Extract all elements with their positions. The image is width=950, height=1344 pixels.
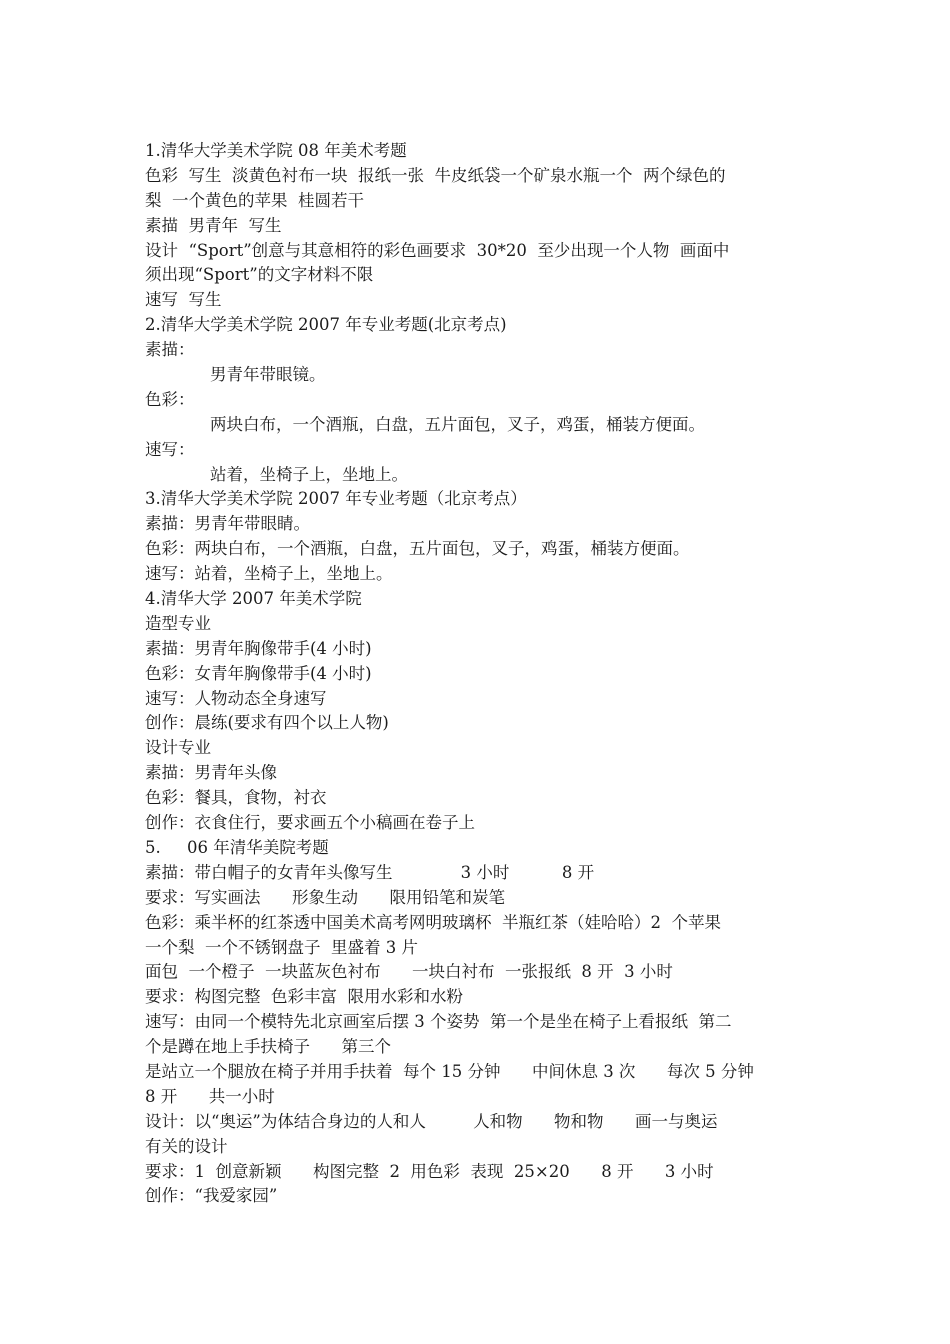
text-line: 创作：衣食住行，要求画五个小稿画在卷子上: [145, 813, 475, 833]
text-line: 素描：: [145, 340, 195, 360]
text-line: 速写：站着，坐椅子上，坐地上。: [145, 564, 393, 584]
text-line: 设计专业: [145, 738, 211, 758]
text-line: 个是蹲在地上手扶椅子 第三个: [145, 1037, 391, 1057]
text-line: 速写：人物动态全身速写: [145, 688, 327, 708]
indented-line: 男青年带眼镜。: [210, 365, 326, 385]
text-line: 色彩：女青年胸像带手(4 小时): [145, 663, 372, 683]
text-line: 素描 男青年 写生: [145, 215, 282, 235]
text-line: 要求：构图完整 色彩丰富 限用水彩和水粉: [145, 987, 463, 1007]
text-line: 速写：: [145, 439, 195, 459]
indented-line: 两块白布，一个酒瓶，白盘，五片面包，叉子，鸡蛋，桶装方便面。: [210, 414, 705, 434]
text-line: 色彩 写生 淡黄色衬布一块 报纸一张 牛皮纸袋一个矿泉水瓶一个 两个绿色的: [145, 165, 726, 185]
text-line: 素描：男青年带眼睛。: [145, 514, 310, 534]
text-line: 须出现“Sport”的文字材料不限: [145, 265, 374, 285]
heading-line: 4.清华大学 2007 年美术学院: [145, 589, 362, 609]
text-line: 造型专业: [145, 613, 211, 633]
text-line: 创作：“我爱家园”: [145, 1186, 278, 1206]
text-line: 梨 一个黄色的苹果 桂圆若干: [145, 190, 364, 210]
heading-line: 3.清华大学美术学院 2007 年专业考题（北京考点）: [145, 489, 527, 509]
heading-line: 5. 06 年清华美院考题: [145, 837, 329, 857]
text-line: 色彩：两块白布，一个酒瓶，白盘，五片面包，叉子，鸡蛋，桶装方便面。: [145, 539, 690, 559]
text-line: 色彩：乘半杯的红茶透中国美术高考网明玻璃杯 半瓶红茶（娃哈哈）2 个苹果: [145, 912, 721, 932]
text-line: 素描：男青年头像: [145, 763, 277, 783]
text-line: 有关的设计: [145, 1136, 228, 1156]
text-line: 设计：以“奥运”为体结合身边的人和人 人和物 物和物 画一与奥运: [145, 1111, 718, 1131]
text-line: 设计 “Sport”创意与其意相符的彩色画要求 30*20 至少出现一个人物 画面中: [145, 240, 730, 260]
text-line: 要求：1 创意新颖 构图完整 2 用色彩 表现 25×20 8 开 3 小时: [145, 1161, 714, 1181]
text-line: 色彩：: [145, 389, 195, 409]
indented-line: 站着，坐椅子上，坐地上。: [210, 464, 408, 484]
text-line: 色彩：餐具，食物，衬衣: [145, 788, 327, 808]
text-line: 面包 一个橙子 一块蓝灰色衬布 一块白衬布 一张报纸 8 开 3 小时: [145, 962, 673, 982]
document-body: [145, 139, 810, 1209]
heading-line: 1.清华大学美术学院 08 年美术考题: [145, 141, 407, 160]
text-line: 速写 写生: [145, 290, 222, 310]
text-line: 8 开 共一小时: [145, 1086, 275, 1106]
text-line: 要求：写实画法 形象生动 限用铅笔和炭笔: [145, 887, 505, 907]
text-line: 是站立一个腿放在椅子并用手扶着 每个 15 分钟 中间休息 3 次 每次 5 分钟: [145, 1061, 754, 1081]
text-line: 一个梨 一个不锈钢盘子 里盛着 3 片: [145, 937, 418, 957]
text-line: 创作：晨练(要求有四个以上人物): [145, 713, 389, 733]
text-line: 速写：由同一个模特先北京画室后摆 3 个姿势 第一个是坐在椅子上看报纸 第二: [145, 1012, 732, 1032]
text-line: 素描：带白帽子的女青年头像写生 3 小时 8 开: [145, 862, 595, 882]
heading-line: 2.清华大学美术学院 2007 年专业考题(北京考点): [145, 315, 507, 335]
text-line: 素描：男青年胸像带手(4 小时): [145, 638, 372, 658]
